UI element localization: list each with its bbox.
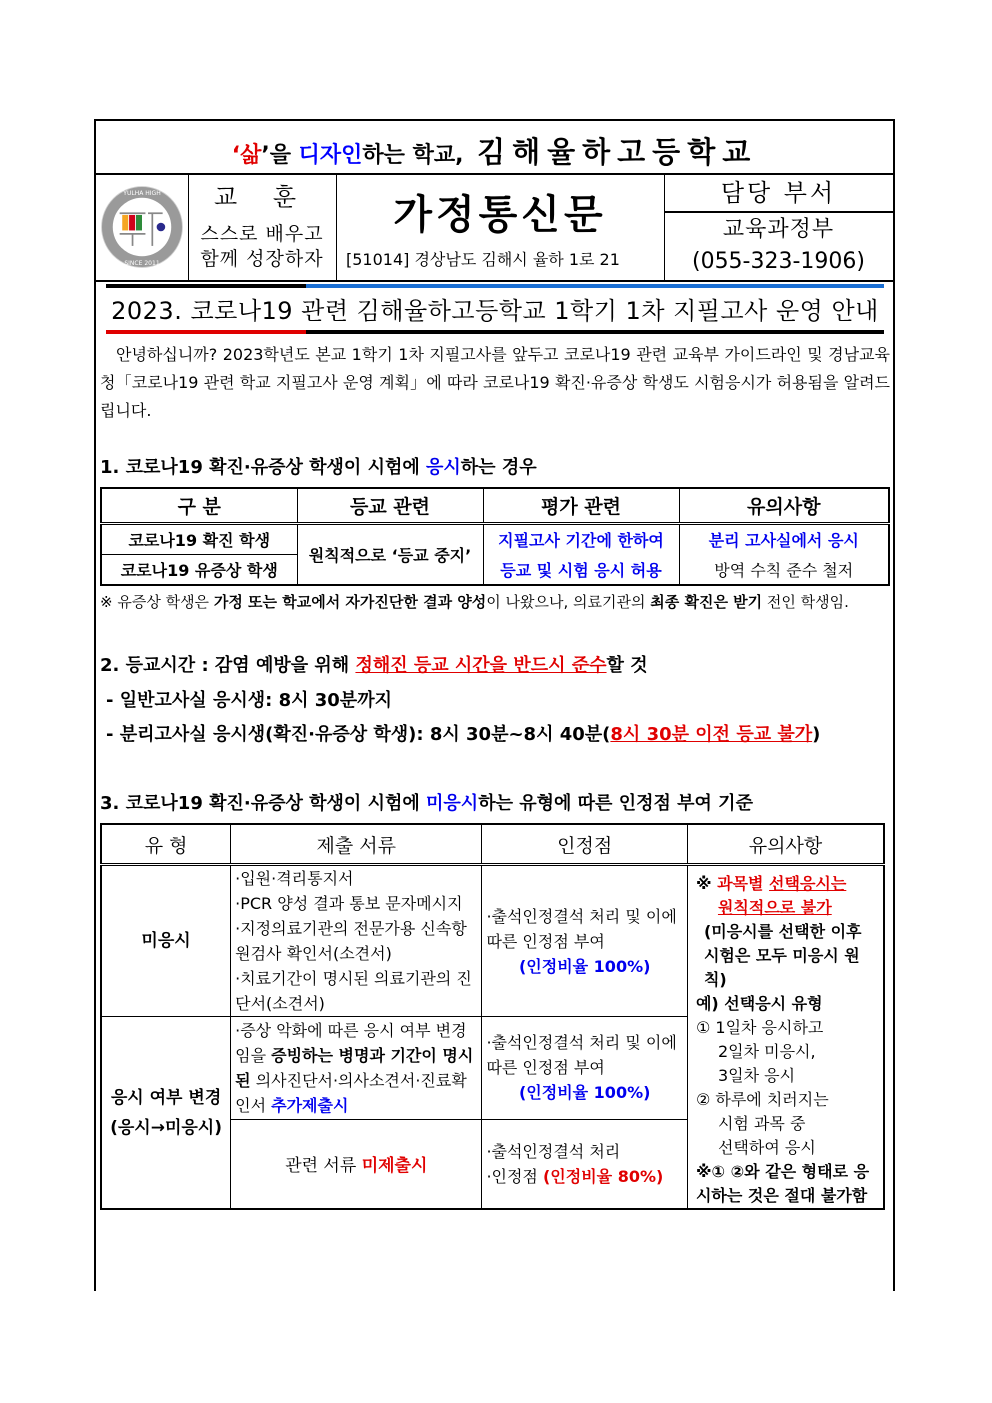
section1-heading-highlight: 응시: [426, 457, 461, 478]
category-symptomatic: 코로나19 유증상 학생: [101, 555, 297, 586]
slogan-text: ’을: [261, 143, 299, 168]
document-item: ·PCR 양성 결과 통보 문자메시지: [235, 894, 463, 913]
table-header-row: [101, 824, 884, 865]
footnote-bold: 최종 확진은 받기: [650, 593, 763, 611]
notes-final: ※① ②와 같은 형태로 응시하는 것은 절대 불가함: [695, 1162, 870, 1205]
score-ratio: (인정비율 100%): [518, 956, 651, 976]
department-phone: (055-323-1906): [691, 249, 865, 274]
score-ratio: (인정비율 100%): [518, 1083, 651, 1103]
department-label: 담당 부서: [664, 175, 893, 213]
notes-red-underlined: 원칙적으로 불가: [717, 898, 832, 917]
table-row: [101, 555, 889, 586]
section1-heading-text: 1. 코로나19 확진·유증상 학생이 시험에: [100, 457, 427, 478]
notes-rule-line2: [696, 896, 877, 920]
evaluation-line1: 지필고사 기간에 한하여: [483, 524, 679, 555]
section3-heading-text: 3. 코로나19 확진·유증상 학생이 시험에: [100, 793, 427, 814]
footnote-text: 전인 학생임.: [762, 593, 849, 611]
school-name: 김해율하고등학교: [477, 135, 758, 169]
score-cell: [482, 1017, 688, 1120]
document-title-block: [106, 284, 884, 334]
school-motto-line2: 함께 성장하자: [200, 248, 324, 270]
section2-item-separate: [106, 720, 820, 746]
evaluation-line2: 등교 및 시험 응시 허용: [483, 555, 679, 586]
school-motto-cell: [188, 175, 337, 280]
department-cell: [664, 175, 893, 280]
notes-line2: 방역 수칙 준수 철저: [679, 555, 889, 586]
footnote-text: ※ 유증상 학생은: [100, 593, 214, 611]
documents-bold: 증빙하는 병명과 기간이 명시된: [235, 1045, 474, 1090]
section1-footnote: [100, 591, 849, 612]
documents-highlight: 미제출시: [361, 1156, 428, 1177]
section2-heading: [100, 651, 648, 677]
notes-paren: (미응시를 선택한 이후 시험은 모두 미응시 원칙): [703, 922, 862, 989]
score-ratio: (인정비율 80%): [542, 1166, 664, 1186]
documents-list: [231, 865, 482, 1017]
score-text: ·출석인정결석 처리 및 이에 따른 인정점 부여: [486, 1033, 677, 1078]
attendance-cell: 원칙적으로 ‘등교 중지’: [297, 524, 483, 586]
section2-heading-text: 2. 등교시간 : 감염 예방을 위해: [100, 655, 356, 676]
documents-text: ·증상 악화에 따른 응시 여부 변경임을: [235, 1020, 467, 1065]
section1-table: [100, 487, 890, 586]
school-motto-label: 교 훈: [214, 183, 310, 211]
newsletter-title-cell: [336, 175, 665, 280]
score-text: ·인정점: [486, 1166, 543, 1186]
table-header: 유의사항: [687, 824, 884, 865]
svg-text:SINCE 2011: SINCE 2011: [124, 259, 160, 267]
department-name: 교육과정부: [722, 217, 835, 242]
score-text: ·출석인정결석 처리: [486, 1141, 621, 1161]
school-logo-cell: [96, 175, 189, 280]
school-slogan-banner: [96, 121, 893, 175]
notes-example1: ① 1일차 응시하고: [695, 1018, 824, 1037]
table-row: [101, 524, 889, 555]
documents-highlight: 추가제출시: [271, 1095, 349, 1115]
slogan-quote: ‘: [231, 143, 241, 168]
notes-rule: [696, 872, 877, 896]
section2-item-text: ): [812, 724, 821, 745]
intro-paragraph: [100, 341, 890, 425]
section3-heading-highlight: 미응시: [426, 793, 479, 814]
documents-text: 의사진단서·의사소견서·진료확인서: [235, 1070, 467, 1115]
table-header: 인정점: [482, 824, 688, 865]
section2-item-general: - 일반고사실 응시생: 8시 30분까지: [106, 690, 392, 711]
category-confirmed: 코로나19 확진 학생: [101, 524, 297, 555]
documents-changed: [231, 1017, 482, 1120]
document-item: ·지정의료기관의 전문가용 신속항원검사 확인서(소견서): [235, 919, 467, 963]
notes-red: 과목별: [717, 874, 770, 893]
document-item: ·입원·격리통지서: [235, 869, 354, 888]
section2-item-text: - 분리고사실 응시생(확진·유증상 학생): 8시 30분~8시 40분(: [106, 724, 611, 745]
table-header: 유 형: [101, 824, 231, 865]
score-text: ·출석인정결석 처리 및 이에 따른 인정점 부여: [486, 906, 677, 951]
table-header: 구 분: [101, 488, 297, 524]
school-motto-line1: 스스로 배우고: [200, 223, 324, 245]
section1-heading-text: 하는 경우: [460, 457, 537, 478]
section2-heading-text: 할 것: [606, 655, 648, 676]
section3-heading: [100, 789, 753, 815]
footnote-bold: 가정 또는 학교에서 자가진단한 결과 양성: [213, 593, 487, 611]
section2-item-highlight: 8시 30분 이전 등교 불가: [610, 724, 813, 745]
table-header: 유의사항: [679, 488, 889, 524]
letterhead: [96, 175, 893, 282]
document-title: 2023. 코로나19 관련 김해율하고등학교 1학기 1차 지필고사 운영 안내: [111, 297, 879, 325]
notes-example1: 3일차 응시: [717, 1066, 796, 1085]
title-divider-top: [106, 284, 884, 288]
notes-example1: 2일차 미응시,: [717, 1042, 816, 1061]
score-cell: [482, 1119, 688, 1209]
notes-example-title: 예) 선택응시 유형: [695, 994, 823, 1013]
section3-heading-text: 하는 유형에 따른 인정점 부여 기준: [478, 793, 753, 814]
table-row: [101, 865, 884, 1017]
section3-table: [100, 823, 885, 1210]
table-header: 등교 관련: [297, 488, 483, 524]
notes-example2: 선택하여 응시: [717, 1138, 816, 1157]
footnote-text: 이 나왔으나, 의료기관의: [486, 593, 651, 611]
table-header: 평가 관련: [483, 488, 679, 524]
intro-text: 안녕하십니까? 2023학년도 본교 1학기 1차 지필고사를 앞두고 코로나19 관련 교육부 가이드라인 및 경남교육청「코로나19 관련 학교 지필고사 운영 계획」에 따라 코로나19 확진·유증상 학생도 시험응시가 허용됨을 알려드립니다.: [100, 345, 890, 420]
title-divider-bottom: [106, 330, 884, 334]
type-changed-line2: (응시→미응시): [110, 1117, 223, 1138]
section1-heading: [100, 453, 537, 479]
slogan-highlight-design: 디자인: [298, 143, 363, 168]
document-item: ·치료기간이 명시된 의료기관의 진단서(소견서): [235, 969, 472, 1013]
reference-mark: ※: [695, 874, 718, 893]
school-slogan: [96, 130, 893, 171]
newsletter-title: 가정통신문: [393, 192, 607, 238]
notes-example2: 시험 과목 중: [717, 1114, 806, 1133]
table-header-row: [101, 488, 889, 524]
documents-missing: [231, 1119, 482, 1209]
score-cell: [482, 865, 688, 1017]
school-address: [51014] 경상남도 김해시 율하 1로 21: [346, 250, 620, 269]
school-logo-icon: [99, 184, 185, 270]
slogan-highlight-life: 삶: [240, 143, 262, 168]
documents-text: 관련 서류: [285, 1156, 362, 1177]
notes-red-underlined: 선택응시는: [769, 874, 847, 893]
notes-line1: 분리 고사실에서 응시: [679, 524, 889, 555]
page-frame: [94, 119, 895, 1291]
section2-heading-highlight: 정해진 등교 시간을 반드시 준수: [355, 655, 607, 676]
type-changed-line1: 응시 여부 변경: [110, 1087, 222, 1108]
notes-example2: ② 하루에 치러지는: [695, 1090, 829, 1109]
slogan-text: 하는 학교,: [362, 143, 472, 168]
table-header: 제출 서류: [231, 824, 482, 865]
notes-cell: [687, 865, 884, 1210]
svg-text:YULHA HIGH: YULHA HIGH: [123, 190, 161, 198]
type-absent: 미응시: [101, 865, 231, 1017]
type-changed: [101, 1017, 231, 1210]
